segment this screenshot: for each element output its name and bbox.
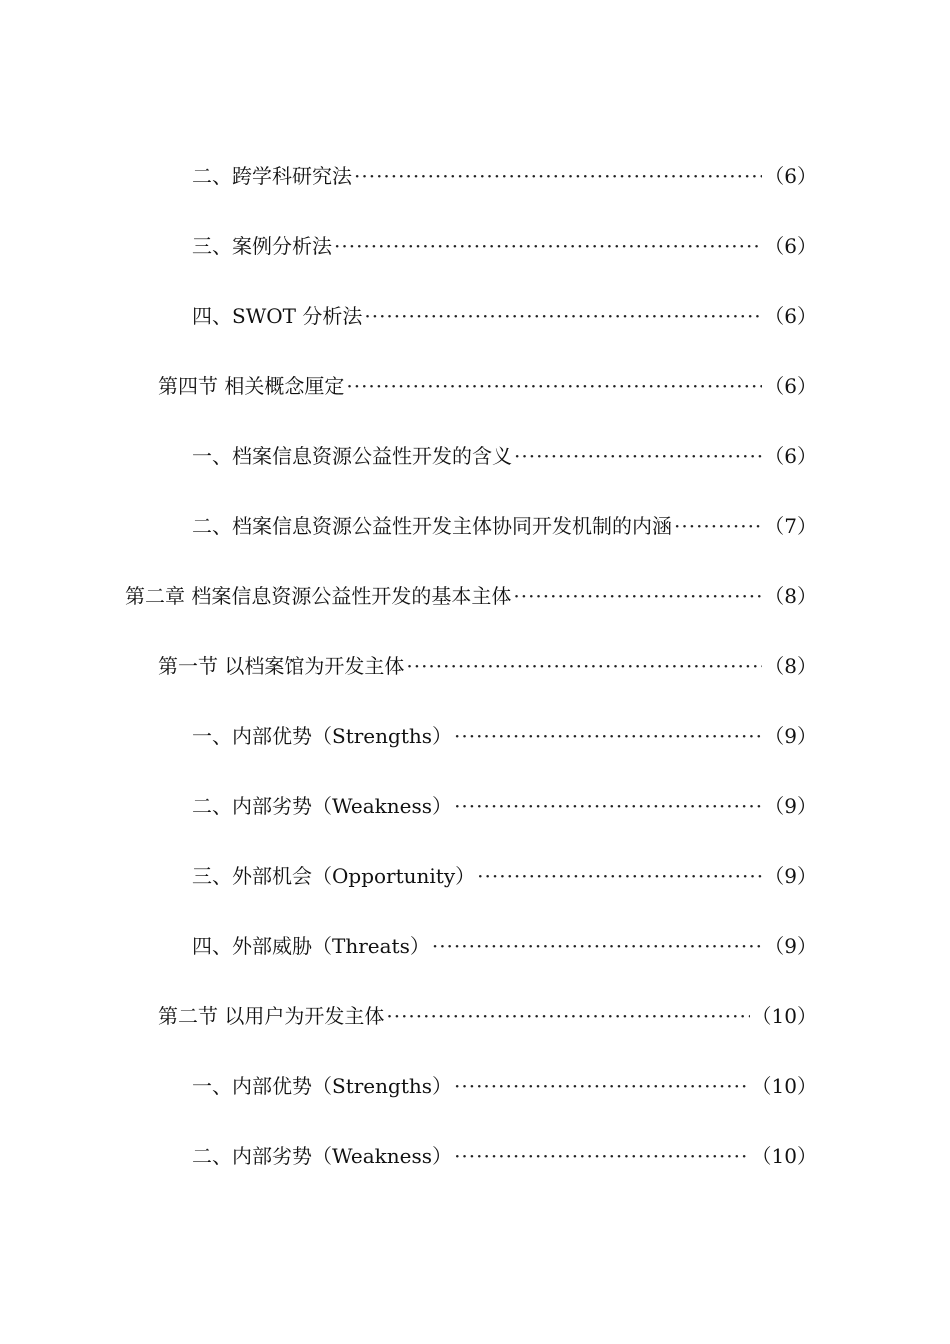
toc-entry-page: （9） xyxy=(764,864,817,888)
toc-entry[interactable] xyxy=(0,1066,950,1136)
toc-chapter-entry[interactable] xyxy=(0,576,950,646)
dot-leader xyxy=(514,436,762,476)
toc-entry-page: （6） xyxy=(764,164,817,188)
toc-entry-page: （8） xyxy=(764,584,817,608)
toc-entry-page: （9） xyxy=(764,794,817,818)
dot-leader xyxy=(513,576,762,616)
toc-entry-page: （9） xyxy=(764,724,817,748)
toc-entry-page: （7） xyxy=(764,514,817,538)
toc-entry-title: 三、案例分析法 xyxy=(192,234,332,258)
toc-entry-title: 二、内部劣势（Weakness） xyxy=(192,1144,453,1168)
dot-leader xyxy=(454,1066,750,1106)
toc-entry-page: （10） xyxy=(751,1004,817,1028)
dot-leader xyxy=(354,156,762,196)
toc-entry-title: 一、档案信息资源公益性开发的含义 xyxy=(192,444,512,468)
toc-entry-title: 一、内部优势（Strengths） xyxy=(192,1074,452,1098)
toc-entry-page: （10） xyxy=(751,1144,817,1168)
toc-entry-title: 第二节 以用户为开发主体 xyxy=(158,1004,385,1028)
toc-entry[interactable] xyxy=(0,786,950,856)
dot-leader xyxy=(364,296,762,336)
dot-leader xyxy=(454,1136,749,1176)
toc-entry-page: （6） xyxy=(764,234,817,258)
toc-entry-title: 第四节 相关概念厘定 xyxy=(158,374,345,398)
dot-leader xyxy=(477,856,762,896)
toc-entry-title: 四、外部威胁（Threats） xyxy=(192,934,430,958)
toc-entry-title: 四、SWOT 分析法 xyxy=(192,304,363,328)
toc-entry-page: （6） xyxy=(764,304,817,328)
toc-entry[interactable] xyxy=(0,226,950,296)
toc-entry-page: （10） xyxy=(751,1074,817,1098)
toc-entry-title: 二、内部劣势（Weakness） xyxy=(192,794,453,818)
toc-section-entry[interactable] xyxy=(0,996,950,1066)
toc-entry[interactable] xyxy=(0,716,950,786)
toc-entry-title: 第二章 档案信息资源公益性开发的基本主体 xyxy=(125,584,512,608)
dot-leader xyxy=(334,226,762,266)
toc-entry-title: 二、档案信息资源公益性开发主体协同开发机制的内涵 xyxy=(192,514,672,538)
toc-entry-page: （8） xyxy=(764,654,817,678)
dot-leader xyxy=(454,786,762,826)
toc-entry[interactable] xyxy=(0,156,950,226)
toc-entry-page: （6） xyxy=(764,444,817,468)
table-of-contents xyxy=(0,156,950,1206)
toc-entry-title: 一、内部优势（Strengths） xyxy=(192,724,452,748)
toc-entry-page: （9） xyxy=(764,934,817,958)
toc-entry[interactable] xyxy=(0,436,950,506)
toc-entry-page: （6） xyxy=(764,374,817,398)
toc-entry-title: 第一节 以档案馆为开发主体 xyxy=(158,654,405,678)
toc-entry[interactable] xyxy=(0,296,950,366)
toc-section-entry[interactable] xyxy=(0,366,950,436)
dot-leader xyxy=(454,716,762,756)
dot-leader xyxy=(406,646,762,686)
dot-leader xyxy=(674,506,762,546)
dot-leader xyxy=(386,996,749,1036)
toc-entry-title: 三、外部机会（Opportunity） xyxy=(192,864,476,888)
dot-leader xyxy=(346,366,762,406)
toc-entry[interactable] xyxy=(0,506,950,576)
toc-entry-title: 二、跨学科研究法 xyxy=(192,164,352,188)
toc-entry[interactable] xyxy=(0,856,950,926)
toc-section-entry[interactable] xyxy=(0,646,950,716)
toc-entry[interactable] xyxy=(0,926,950,996)
dot-leader xyxy=(432,926,762,966)
toc-entry[interactable] xyxy=(0,1136,950,1206)
